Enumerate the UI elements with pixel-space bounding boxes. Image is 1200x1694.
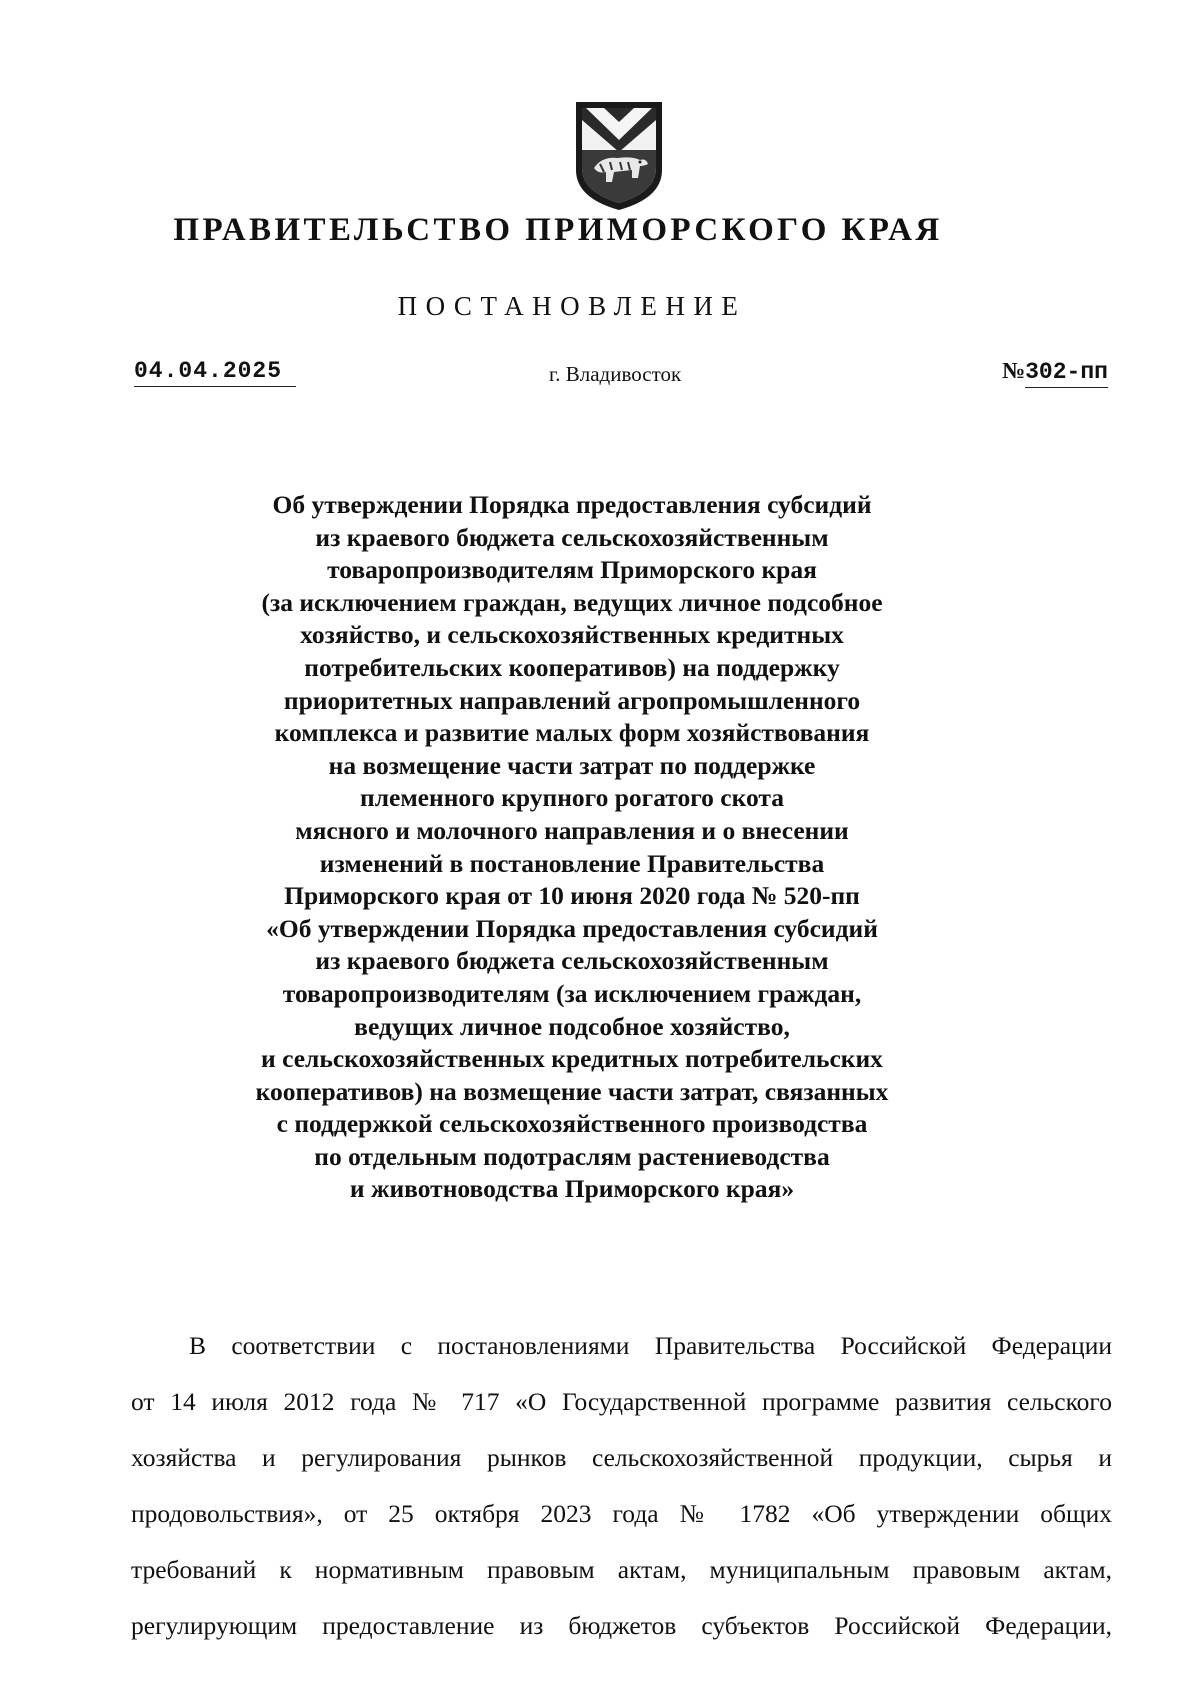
body-line: хозяйства и регулирования рынков сельскохозяйственной продукции, сырья и bbox=[131, 1443, 1112, 1472]
document-type: ПОСТАНОВЛЕНИЕ bbox=[397, 291, 747, 321]
heading-line: из краевого бюджета сельскохозяйственным bbox=[315, 522, 829, 552]
heading-line: мясного и молочного направления и о внесении bbox=[295, 815, 849, 845]
heading-line: «Об утверждении Порядка предоставления субсидий bbox=[266, 913, 878, 943]
heading-line: потребительских кооперативов) на поддержку bbox=[304, 652, 840, 682]
heading-line: с поддержкой сельскохозяйственного производства bbox=[276, 1109, 868, 1139]
heading-line: ведущих личное подсобное хозяйство, bbox=[354, 1011, 790, 1041]
number-sign: № bbox=[1002, 358, 1026, 383]
heading-line: изменений в постановление Правительства bbox=[319, 848, 825, 878]
organization-title: ПРАВИТЕЛЬСТВО ПРИМОРСКОГО КРАЯ bbox=[173, 212, 943, 248]
heading-line: на возмещение части затрат по поддержке bbox=[328, 750, 816, 780]
body-line: регулирующим предоставление из бюджетов субъектов Российской Федерации, bbox=[131, 1611, 1112, 1640]
heading-line: приоритетных направлений агропромышленного bbox=[283, 685, 861, 715]
heading-line: комплекса и развитие малых форм хозяйствования bbox=[274, 718, 870, 748]
heading-line: (за исключением граждан, ведущих личное подсобное bbox=[261, 587, 883, 617]
heading-line: Приморского края от 10 июня 2020 года № 520-пп bbox=[284, 881, 860, 911]
document-number bbox=[1002, 358, 1108, 385]
body-line: от 14 июля 2012 года № 717 «О Государственной программе развития сельского bbox=[131, 1387, 1112, 1416]
body-line: продовольствия», от 25 октября 2023 года № 1782 «Об утверждении общих bbox=[131, 1499, 1112, 1528]
document-body bbox=[131, 1318, 1112, 1654]
heading-line: кооперативов) на возмещение части затрат, связанных bbox=[255, 1076, 889, 1106]
body-line: В соответствии с постановлениями Правительства Российской Федерации bbox=[189, 1331, 1112, 1360]
number-value: 302-пп bbox=[1025, 359, 1108, 388]
body-line: требований к нормативным правовым актам, муниципальным правовым актам, bbox=[131, 1555, 1112, 1584]
heading-line: хозяйство, и сельскохозяйственных кредитных bbox=[300, 620, 844, 650]
heading-line: по отдельным подотраслям растениеводства bbox=[314, 1141, 830, 1171]
heading-line: товаропроизводителям Приморского края bbox=[327, 555, 817, 585]
heading-line: Об утверждении Порядка предоставления субсидий bbox=[272, 490, 872, 519]
heading-line: и животноводства Приморского края» bbox=[349, 1174, 795, 1204]
document-meta-row bbox=[0, 358, 1200, 392]
coat-of-arms-icon bbox=[574, 100, 664, 212]
document-heading bbox=[72, 489, 1072, 1206]
document-city: г. Владивосток bbox=[549, 362, 682, 386]
heading-line: товаропроизводителям (за исключением граждан, bbox=[282, 978, 862, 1008]
heading-line: племенного крупного рогатого скота bbox=[360, 783, 784, 813]
document-date: 04.04.2025 bbox=[134, 358, 296, 387]
heading-line: из краевого бюджета сельскохозяйственным bbox=[315, 946, 829, 976]
heading-line: и сельскохозяйственных кредитных потребительских bbox=[261, 1044, 883, 1074]
